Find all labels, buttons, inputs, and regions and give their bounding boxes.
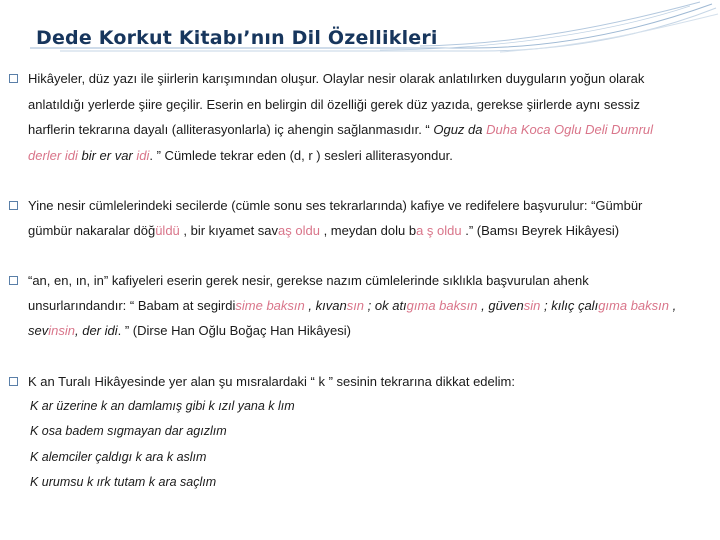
p4-line1: K an Turalı Hikâyesinde yer alan şu mısralardaki “ k ” sesinin tekrarına dikkat edelim:: [28, 374, 515, 389]
verse-line: K urumsu k ırk tutam k ara saçlım: [30, 475, 217, 489]
bullet-icon: [9, 377, 18, 386]
p1-line4: derler idi bir er var idi. ” Cümlede tekrar eden (d, r ) sesleri alliterasyondur.: [28, 148, 453, 163]
p1-line2: anlatıldığı yerlerde şiire geçilir. Eserin en belirgin dil özelliği gerek düz yazıda, gerekse şiirlerde aynı sessiz: [28, 97, 641, 112]
verse-line: K osa badem sıgmayan dar agızlım: [30, 424, 227, 438]
page-title: Dede Korkut Kitabı’nın Dil Özellikleri: [36, 27, 438, 49]
verse-line: K alemciler çaldıgı k ara k aslım: [30, 450, 207, 464]
p2-line1: Yine nesir cümlelerindeki secilerde (cümle sonu ses tekrarlarında) kafiye ve redifelere başvurulur: “Gümbür: [28, 198, 643, 213]
bullet-icon: [9, 74, 18, 83]
p3-line3: sevinsin, der idi. ” (Dirse Han Oğlu Boğaç Han Hikâyesi): [28, 323, 351, 338]
p1-line1: Hikâyeler, düz yazı ile şiirlerin karışımından oluşur. Olaylar nesir olarak anlatılırken duyguların yoğun olarak: [28, 71, 645, 86]
p2-line2: gümbür nakaralar döğüldü , bir kıyamet savaş oldu , meydan dolu ba ş oldu .” (Bamsı Beyrek Hikâyesi): [28, 223, 620, 238]
p3-line2: unsurlarındandır: “ Babam at segirdisime baksın , kıvansın ; ok atıgıma baksın , güvensin ; kılıç çalıgıma baksın ,: [28, 298, 677, 313]
p1-line3: harflerin tekrarına dayalı (alliterasyonlarla) iç ahengin sağlanmasıdır. “ Oguz da Duha Koca Oglu Deli Dumrul: [28, 122, 654, 137]
verse-line: K ar üzerine k an damlamış gibi k ızıl yana k lım: [30, 399, 295, 413]
bullet-icon: [9, 276, 18, 285]
p3-line1: “an, en, ın, in” kafiyeleri eserin gerek nesir, gerekse nazım cümlelerinde sıklıkla başvurulan ahenk: [28, 273, 589, 288]
bullet-icon: [9, 201, 18, 210]
